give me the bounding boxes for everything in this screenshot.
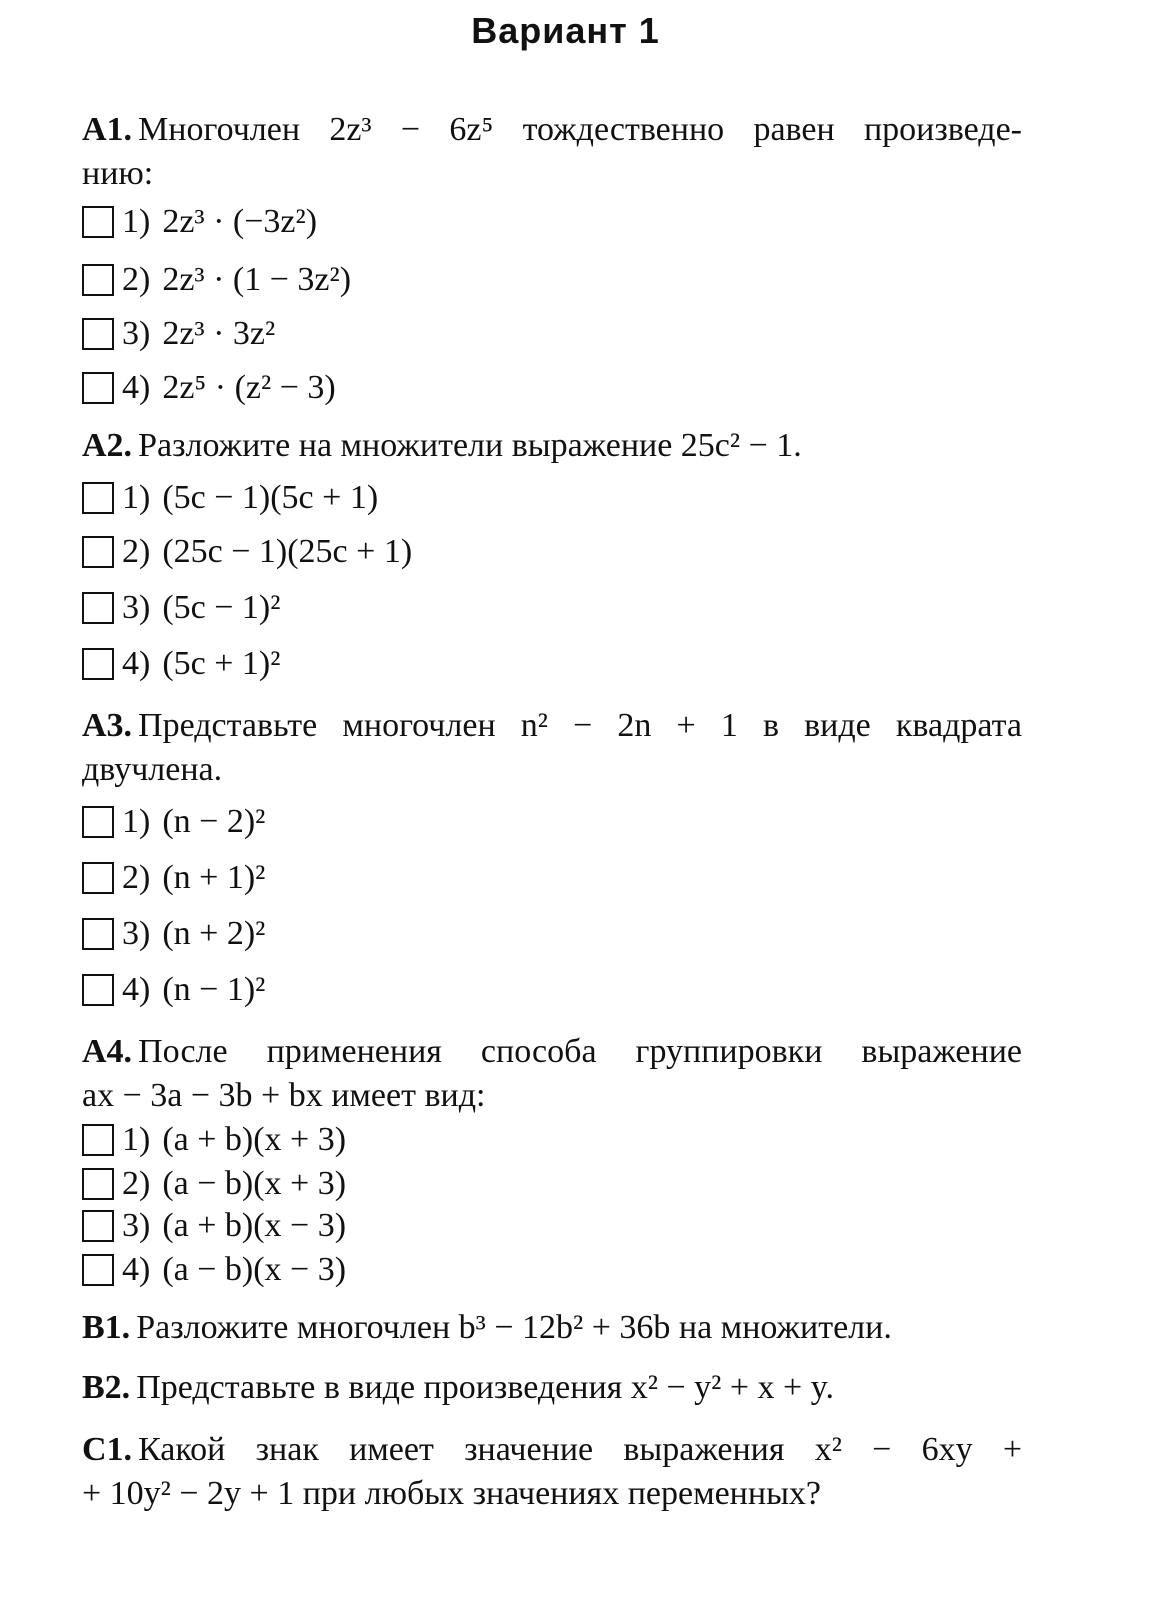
question-a4-line1	[82, 1030, 1022, 1074]
question-c1-line1	[82, 1428, 1022, 1472]
option-number: 2)	[122, 859, 151, 896]
option-number: 4)	[122, 1251, 151, 1288]
option-expression: (5c − 1)²	[162, 589, 281, 626]
option-expression: (n − 1)²	[162, 971, 266, 1008]
option-expression: 2z⁵ · (z² − 3)	[162, 369, 336, 406]
option-number: 2)	[122, 261, 151, 298]
option-a1-3[interactable]	[82, 312, 275, 356]
page-title: Вариант 1	[471, 10, 660, 51]
question-c1-line2	[82, 1472, 1022, 1516]
option-number: 1)	[122, 479, 151, 516]
option-expression: (a − b)(x + 3)	[162, 1165, 347, 1202]
option-expression: (a − b)(x − 3)	[162, 1251, 347, 1288]
question-text: Какой знак имеет значение выражения x² − 6xy +	[138, 1431, 1022, 1468]
option-a2-2[interactable]	[82, 530, 412, 574]
option-expression: (n + 2)²	[162, 915, 266, 952]
question-text: Представьте в виде произведения x² − y² + x + y.	[136, 1369, 834, 1406]
answer-checkbox[interactable]	[82, 536, 114, 568]
option-a1-2[interactable]	[82, 258, 351, 302]
answer-checkbox[interactable]	[82, 482, 114, 514]
answer-checkbox[interactable]	[82, 318, 114, 350]
option-expression: (n + 1)²	[162, 859, 266, 896]
question-number: A2.	[82, 427, 133, 464]
option-expression: 2z³ · (−3z²)	[162, 203, 318, 240]
option-a4-3[interactable]	[82, 1204, 346, 1248]
question-a3-line2	[82, 748, 1022, 792]
question-text: + 10y² − 2y + 1 при любых значениях переменных?	[82, 1475, 822, 1512]
answer-checkbox[interactable]	[82, 1124, 114, 1156]
option-a4-1[interactable]	[82, 1118, 346, 1162]
option-expression: (5c − 1)(5c + 1)	[162, 479, 379, 516]
option-number: 1)	[122, 203, 151, 240]
option-a1-4[interactable]	[82, 366, 336, 410]
answer-checkbox[interactable]	[82, 1168, 114, 1200]
answer-checkbox[interactable]	[82, 1210, 114, 1242]
option-a3-2[interactable]	[82, 856, 265, 900]
option-expression: (25c − 1)(25c + 1)	[162, 533, 413, 570]
question-b1	[82, 1306, 1022, 1350]
option-a1-1[interactable]	[82, 200, 317, 244]
question-number: A3.	[82, 707, 133, 744]
question-text: двучлена.	[82, 751, 223, 788]
answer-checkbox[interactable]	[82, 806, 114, 838]
question-text: Разложите многочлен b³ − 12b² + 36b на множители.	[136, 1309, 892, 1346]
answer-checkbox[interactable]	[82, 264, 114, 296]
option-number: 3)	[122, 1207, 151, 1244]
option-number: 4)	[122, 971, 151, 1008]
question-text: нию:	[82, 155, 154, 192]
question-text: Представьте многочлен n² − 2n + 1 в виде квадрата	[138, 707, 1022, 744]
option-number: 4)	[122, 645, 151, 682]
option-number: 3)	[122, 915, 151, 952]
question-a3-line1	[82, 704, 1022, 748]
option-expression: (5c + 1)²	[162, 645, 281, 682]
option-a2-1[interactable]	[82, 476, 378, 520]
option-number: 3)	[122, 589, 151, 626]
question-b2	[82, 1366, 1022, 1410]
answer-checkbox[interactable]	[82, 918, 114, 950]
answer-checkbox[interactable]	[82, 974, 114, 1006]
question-number: B1.	[82, 1309, 131, 1346]
option-number: 3)	[122, 315, 151, 352]
option-a2-4[interactable]	[82, 642, 280, 686]
question-number: C1.	[82, 1431, 133, 1468]
option-number: 1)	[122, 1121, 151, 1158]
answer-checkbox[interactable]	[82, 862, 114, 894]
option-a2-3[interactable]	[82, 586, 280, 630]
option-expression: (n − 2)²	[162, 803, 266, 840]
option-expression: 2z³ · 3z²	[162, 315, 276, 352]
option-number: 2)	[122, 1165, 151, 1202]
option-a4-4[interactable]	[82, 1248, 346, 1292]
option-a3-1[interactable]	[82, 800, 265, 844]
answer-checkbox[interactable]	[82, 372, 114, 404]
answer-checkbox[interactable]	[82, 206, 114, 238]
question-text: Разложите на множители выражение 25c² − 1.	[138, 427, 802, 464]
question-a2	[82, 424, 1022, 468]
option-expression: (a + b)(x + 3)	[162, 1121, 347, 1158]
option-number: 1)	[122, 803, 151, 840]
option-a3-3[interactable]	[82, 912, 265, 956]
option-number: 4)	[122, 369, 151, 406]
question-a1-line1	[82, 108, 1022, 152]
question-number: B2.	[82, 1369, 131, 1406]
question-a4-line2	[82, 1074, 1022, 1118]
option-expression: 2z³ · (1 − 3z²)	[162, 261, 352, 298]
question-a1-line2	[82, 152, 1022, 196]
answer-checkbox[interactable]	[82, 592, 114, 624]
question-number: A4.	[82, 1033, 133, 1070]
question-text: После применения способа группировки выражение	[138, 1033, 1022, 1070]
question-text: ax − 3a − 3b + bx имеет вид:	[82, 1077, 486, 1114]
option-number: 2)	[122, 533, 151, 570]
answer-checkbox[interactable]	[82, 648, 114, 680]
question-text: Многочлен 2z³ − 6z⁵ тождественно равен произведе-	[138, 111, 1022, 148]
answer-checkbox[interactable]	[82, 1254, 114, 1286]
option-a4-2[interactable]	[82, 1162, 346, 1206]
option-expression: (a + b)(x − 3)	[162, 1207, 347, 1244]
question-number: A1.	[82, 111, 133, 148]
option-a3-4[interactable]	[82, 968, 265, 1012]
